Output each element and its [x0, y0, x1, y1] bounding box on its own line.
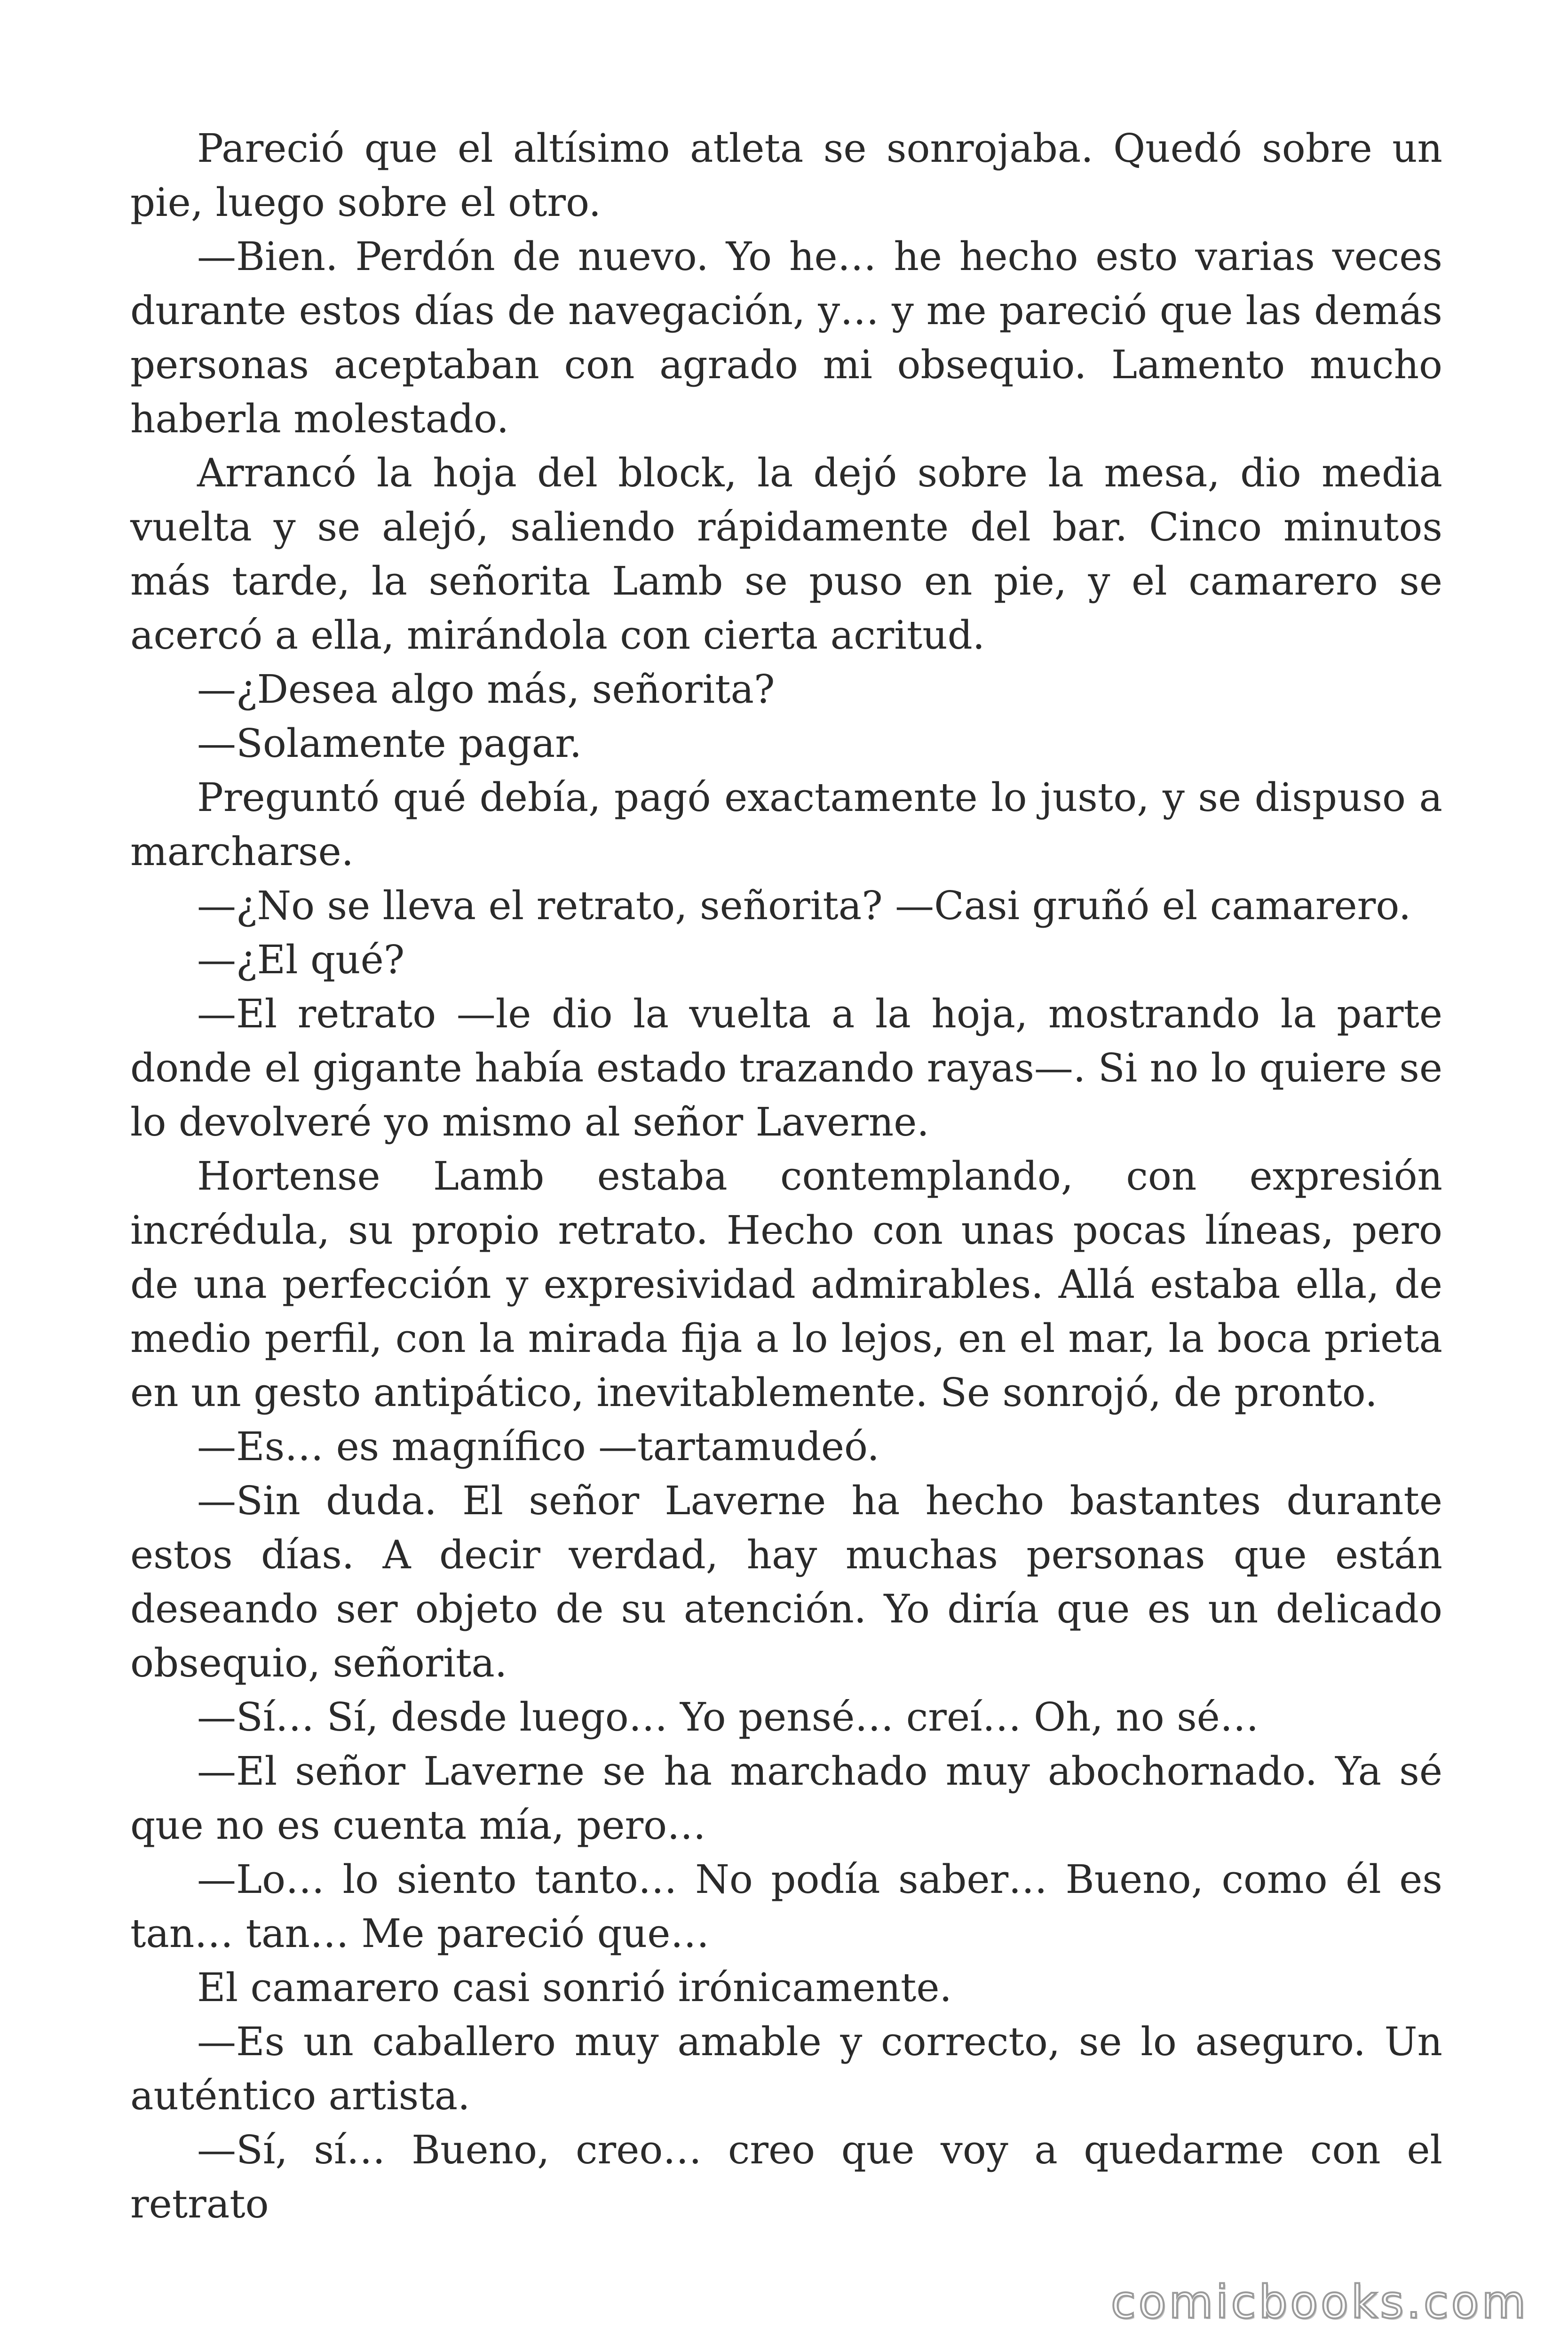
paragraph: —¿El qué?	[197, 937, 405, 983]
paragraph: —Lo… lo siento tanto… No podía saber… Bueno, como él es tan… tan… Me pareció que…	[130, 1857, 1442, 1956]
paragraph: —Sí… Sí, desde luego… Yo pensé… creí… Oh, no sé…	[197, 1694, 1259, 1740]
paragraph: —Es… es magnífico —tartamudeó.	[197, 1424, 879, 1470]
paragraph: Hortense Lamb estaba contemplando, con expresión incrédula, su propio retrato. Hecho con unas pocas líneas, pero de una perfección y expresividad admirables. Allá estaba ella, de medio perfil, con la mirada fija a lo lejos, en el mar, la boca prieta en un gesto antipático, inevitablemente. Se sonrojó, de pronto.	[130, 1153, 1442, 1415]
paragraph: —Es un caballero muy amable y correcto, se lo aseguro. Un auténtico artista.	[130, 2019, 1442, 2119]
paragraph: —Sí, sí… Bueno, creo… creo que voy a quedarme con el retrato	[130, 2127, 1442, 2227]
page-text-block	[130, 121, 1442, 2231]
paragraph: —Bien. Perdón de nuevo. Yo he… he hecho esto varias veces durante estos días de navegación, y… y me pareció que las demás personas aceptaban con agrado mi obsequio. Lamento mucho haberla molestado.	[130, 234, 1442, 442]
paragraph: —¿Desea algo más, señorita?	[197, 667, 775, 712]
paragraph: Pareció que el altísimo atleta se sonrojaba. Quedó sobre un pie, luego sobre el otro.	[130, 126, 1442, 225]
paragraph: —Solamente pagar.	[197, 721, 582, 766]
watermark: comicbooks.com	[1110, 2276, 1528, 2328]
paragraph: El camarero casi sonrió irónicamente.	[197, 1965, 952, 2010]
paragraph: —El señor Laverne se ha marchado muy abochornado. Ya sé que no es cuenta mía, pero…	[130, 1748, 1442, 1848]
paragraph: —Sin duda. El señor Laverne ha hecho bastantes durante estos días. A decir verdad, hay muchas personas que están deseando ser objeto de su atención. Yo diría que es un delicado obsequio, señorita.	[130, 1478, 1442, 1686]
paragraph: —¿No se lleva el retrato, señorita? —Casi gruñó el camarero.	[197, 883, 1411, 929]
paragraph: Preguntó qué debía, pagó exactamente lo justo, y se dispuso a marcharse.	[130, 775, 1442, 874]
paragraph: Arrancó la hoja del block, la dejó sobre la mesa, dio media vuelta y se alejó, saliendo rápidamente del bar. Cinco minutos más tarde, la señorita Lamb se puso en pie, y el camarero se acercó a ella, mirándola con cierta acritud.	[130, 450, 1442, 658]
paragraph: —El retrato —le dio la vuelta a la hoja, mostrando la parte donde el gigante había estado trazando rayas—. Si no lo quiere se lo devolveré yo mismo al señor Laverne.	[130, 991, 1442, 1145]
